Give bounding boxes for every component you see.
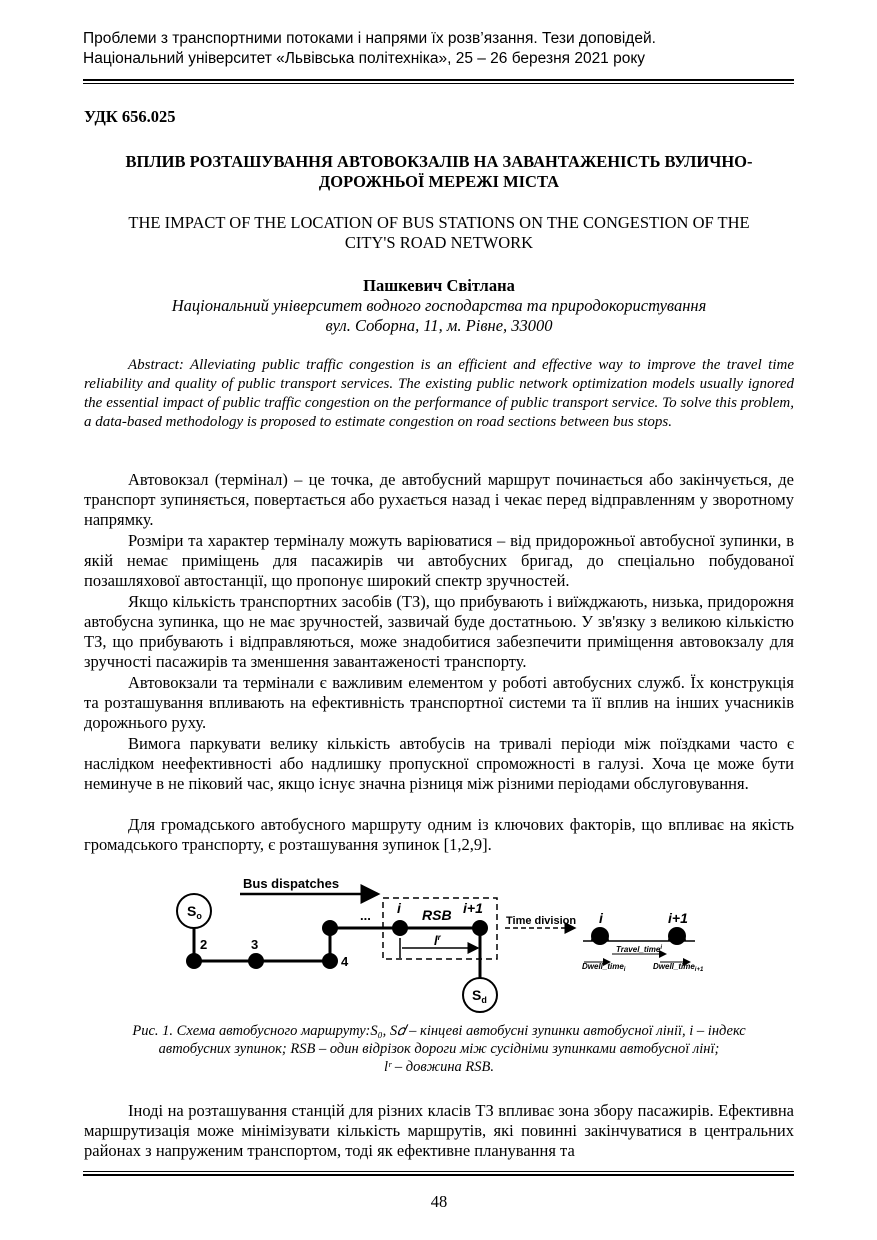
title-en-line-2: CITY'S ROAD NETWORK: [344, 233, 534, 252]
abstract: Abstract: Alleviating public traffic congestion is an efficient and effective way to improve the travel time reliability and quality of public transport services. The existing public network optimization models usually ignored the essential impact of public traffic congestion on the performance of public transport service. To solve this problem, a data-based methodology is proposed to estimate congestion on road sections between bus stops.: [84, 357, 794, 430]
address: вул. Соборна, 11, м. Рівне, 33000: [325, 316, 553, 335]
paragraph-2: Розміри та характер терміналу можуть варіюватися – від придорожньої автобусної зупинки, в якій немає приміщень для пасажирів чи автобусних бригад, до спеціально побудованої позашляхової автостанції, що пропонує широкий спектр зручностей.: [84, 531, 794, 590]
stop-2: [186, 953, 202, 969]
stop-i1-right-dot: [668, 927, 686, 945]
title-uk-line-1: ВПЛИВ РОЗТАШУВАННЯ АВТОВОКЗАЛІВ НА ЗАВАНТАЖЕНІСТЬ ВУЛИЧНО-: [125, 152, 753, 171]
stop-i-right-dot: [591, 927, 609, 945]
time-division-label: Time division: [506, 915, 577, 927]
sd-label: $S_d$: [472, 987, 487, 1005]
ellipsis: ...: [360, 908, 371, 923]
paragraph-3: Якщо кількість транспортних засобів (ТЗ), що прибувають і виїжджають, низька, придорожня автобусна зупинка, що не має зручностей, зазвичай буде достатньою. У зв'язку з великою кількістю ТЗ, що прибувають і відправляються, може знадобитися забезпечити приміщення автовокзалу для зручності пасажирів та зменшення завантаженості транспорту.: [84, 592, 794, 671]
author: Пашкевич Світлана: [363, 276, 515, 295]
title-en: [84, 213, 794, 253]
stop-i1: [472, 920, 488, 936]
stop-5: [322, 920, 338, 936]
page-number: 48: [430, 1192, 448, 1211]
caption-line-1: Рис. 1. Схема автобусного маршруту:S₀, S𝑑 – кінцеві автобусні зупинки автобусної лінії, і – індекс: [132, 1023, 746, 1039]
header-line-2: Національний університет «Львівська політехніка», 25 – 26 березня 2021 року: [83, 50, 646, 67]
bus-route-figure: [150, 868, 730, 1018]
bus-dispatches-label: Bus dispatches: [243, 876, 340, 891]
travel-time-label: Travel_time$^i$: [616, 945, 662, 954]
lr-label: $l^r$: [434, 933, 441, 948]
dwell-time-label: Dwell_time$_i$: [582, 962, 626, 973]
udk: УДК 656.025: [84, 107, 176, 126]
stop-4: [322, 953, 338, 969]
title-uk-line-2: ДОРОЖНЬОЇ МЕРЕЖІ МІСТА: [318, 172, 560, 191]
paragraph-6: Для громадського автобусного маршруту одним із ключових факторів, що впливає на якість громадського транспорту, є розташування зупинок [1,2,9].: [84, 815, 794, 854]
stop-3-label: 3: [251, 937, 259, 952]
caption-line-3: lʳ – довжина RSB.: [383, 1059, 495, 1075]
paragraph-7: Іноді на розташування станцій для різних класів ТЗ впливає зона збору пасажирів. Ефективна маршрутизація може мінімізувати кількість маршрутів, які повинні закінчуватися в центральних районах з напруженим транспортом, тоді як ефективне планування та: [84, 1101, 794, 1160]
stop-3: [248, 953, 264, 969]
header-rule-thick: [83, 79, 794, 81]
i1-right-label: i+1: [668, 910, 688, 926]
paragraph-4: Автовокзали та термінали є важливим елементом у роботі автобусних служб. Їх конструкція та розташування впливають на ефективність транспортної системи та її вплив на інших учасників дорожнього руху.: [84, 673, 794, 732]
footer-rule-thick: [83, 1174, 794, 1176]
stop-2-label: 2: [200, 937, 208, 952]
i-label: i: [397, 900, 401, 916]
affiliation: Національний університет водного господарства та природокористування: [171, 296, 707, 315]
stop-i: [392, 920, 408, 936]
caption-line-2: автобусних зупинок; RSB – один відрізок дороги між сусідніми зупинками автобусної лінї;: [158, 1041, 720, 1057]
header-rule-thin: [83, 83, 794, 84]
header-line-1: Проблеми з транспортними потоками і напрями їх розв’язання. Тези доповідей.: [83, 30, 656, 47]
figure-caption: [84, 1022, 794, 1076]
paragraph-1: Автовокзал (термінал) – це точка, де автобусний маршрут починається або закінчується, де транспорт зупиняється, повертається або рухається назад і чекає перед відправленням у зворотному напрямку.: [84, 470, 794, 529]
dwell-time2-label: Dwell_time$_{i+1}$: [653, 962, 704, 973]
footer-rule-thin: [83, 1171, 794, 1172]
i-right-label: i: [599, 910, 603, 926]
s0-label: $S_o$: [187, 903, 202, 921]
stop-4-label: 4: [341, 954, 349, 969]
i1-label: i+1: [463, 900, 483, 916]
title-en-line-1: THE IMPACT OF THE LOCATION OF BUS STATIONS ON THE CONGESTION OF THE: [128, 213, 750, 232]
rsb-label: RSB: [422, 907, 452, 923]
title-uk: [84, 152, 794, 192]
paragraph-5: Вимога паркувати велику кількість автобусів на тривалі періоди між поїздками часто є наслідком неефективності або надлишку пропускної спроможності в галузі. Хоча це може бути неминуче в не піковий час, якщо існує значна різниця між різними періодами обслуговування.: [84, 734, 794, 793]
